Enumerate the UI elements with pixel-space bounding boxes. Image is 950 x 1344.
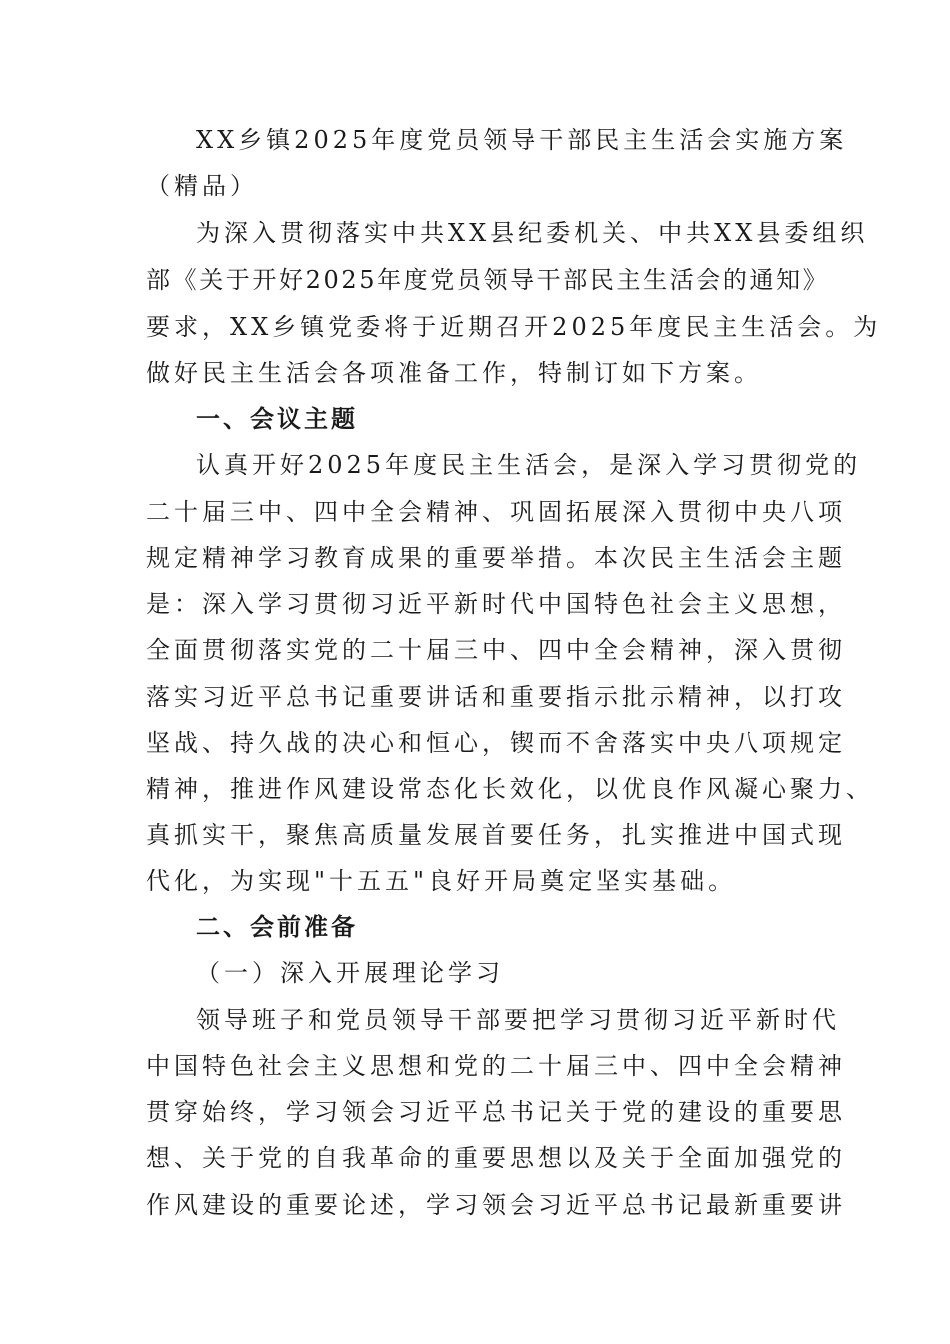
section2-line: 中国特色社会主义思想和党的二十届三中、四中全会精神	[146, 1052, 846, 1080]
section-heading-2: 二、会前准备	[196, 913, 358, 941]
section2-line: 领导班子和党员领导干部要把学习贯彻习近平新时代	[196, 1006, 840, 1034]
intro-line: 为深入贯彻落实中共XX县纪委机关、中共XX县委组织	[196, 219, 869, 247]
section1-line: 精神，推进作风建设常态化长效化，以优良作风凝心聚力、	[146, 775, 874, 803]
section-heading-1: 一、会议主题	[196, 405, 358, 433]
section1-line: 代化，为实现"十五五"良好开局奠定坚实基础。	[146, 867, 737, 895]
section1-line: 认真开好2025年度民主生活会，是深入学习贯彻党的	[196, 451, 862, 479]
section1-line: 规定精神学习教育成果的重要举措。本次民主生活会主题	[146, 544, 846, 572]
intro-line: 要求，XX乡镇党委将于近期召开2025年度民主生活会。为	[146, 313, 882, 341]
intro-line: 部《关于开好2025年度党员领导干部民主生活会的通知》	[146, 266, 830, 294]
section2-line: 作风建设的重要论述，学习领会习近平总书记最新重要讲	[146, 1191, 846, 1219]
section1-line: 真抓实干，聚焦高质量发展首要任务，扎实推进中国式现	[146, 821, 846, 849]
section1-line: 二十届三中、四中全会精神、巩固拓展深入贯彻中央八项	[146, 498, 846, 526]
intro-line: 做好民主生活会各项准备工作，特制订如下方案。	[146, 359, 762, 387]
section1-line: 全面贯彻落实党的二十届三中、四中全会精神，深入贯彻	[146, 636, 846, 664]
document-title: XX乡镇2025年度党员领导干部民主生活会实施方案	[196, 126, 848, 154]
document-title-suffix: （精品）	[146, 172, 258, 200]
section1-line: 是：深入学习贯彻习近平新时代中国特色社会主义思想，	[146, 590, 846, 618]
section1-line: 落实习近平总书记重要讲话和重要指示批示精神，以打攻	[146, 683, 846, 711]
subsection-heading: （一）深入开展理论学习	[196, 959, 504, 987]
section2-line: 贯穿始终，学习领会习近平总书记关于党的建设的重要思	[146, 1098, 846, 1126]
section1-line: 坚战、持久战的决心和恒心，锲而不舍落实中央八项规定	[146, 729, 846, 757]
section2-line: 想、关于党的自我革命的重要思想以及关于全面加强党的	[146, 1144, 846, 1172]
